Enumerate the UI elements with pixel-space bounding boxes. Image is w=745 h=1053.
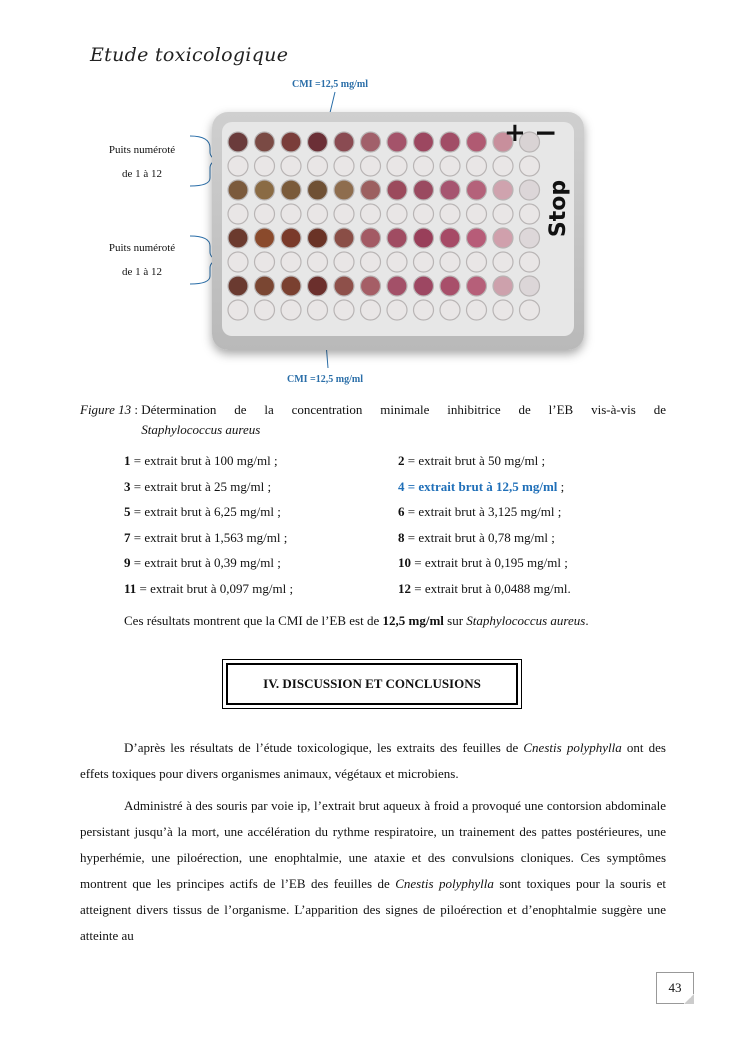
plate-well — [255, 180, 275, 200]
plate-well — [440, 252, 460, 272]
plate-well — [387, 132, 407, 152]
result-sentence — [124, 608, 684, 634]
plate-well — [493, 156, 513, 176]
plate-well — [281, 300, 301, 320]
plate-well — [520, 276, 540, 296]
caption-text: Détermination de la concentration minimale inhibitrice de l’EB vis-à-vis de — [141, 402, 666, 417]
plate-well — [387, 156, 407, 176]
plate-well — [308, 156, 328, 176]
plate-well — [440, 132, 460, 152]
plate-well — [361, 204, 381, 224]
result-species: Staphylococcus aureus — [466, 613, 586, 628]
plate-well — [228, 204, 248, 224]
plate-well — [334, 276, 354, 296]
plate-well — [334, 300, 354, 320]
legend-item: 9 = extrait brut à 0,39 mg/ml ; — [124, 555, 281, 570]
plate-well — [228, 252, 248, 272]
plate-well — [467, 252, 487, 272]
plate-well — [281, 156, 301, 176]
cmi-label-top: CMI =12,5 mg/ml — [292, 79, 368, 90]
plate-well — [361, 276, 381, 296]
page-number — [656, 972, 694, 1004]
plate-well — [361, 180, 381, 200]
plate-well — [281, 204, 301, 224]
plate-well — [440, 276, 460, 296]
legend-item: 12 = extrait brut à 0,0488 mg/ml. — [398, 580, 571, 596]
plate-well — [520, 180, 540, 200]
legend-item: 1 = extrait brut à 100 mg/ml ; — [124, 453, 278, 468]
plate-well — [361, 300, 381, 320]
well-label-1-line1: Puits numéroté — [108, 144, 176, 156]
plate-well — [440, 228, 460, 248]
result-mid: sur — [443, 613, 467, 628]
plate-well — [361, 132, 381, 152]
paragraph-2 — [80, 793, 666, 949]
plate-well — [493, 228, 513, 248]
legend-column-right — [398, 448, 678, 601]
plate-well — [281, 180, 301, 200]
plate-well — [467, 180, 487, 200]
plate-well — [467, 204, 487, 224]
plate-well — [334, 180, 354, 200]
result-value: 12,5 mg/ml — [382, 613, 444, 628]
plate-well — [334, 132, 354, 152]
plate-well — [493, 252, 513, 272]
plate-well — [255, 300, 275, 320]
caption-lead: Figure 13 — [80, 402, 132, 417]
para1-text-b: ont des effets toxiques pour divers organismes animaux, végétaux et microbiens. — [80, 740, 666, 781]
plate-well — [467, 276, 487, 296]
microplate-body — [222, 122, 574, 336]
legend-item: 10 = extrait brut à 0,195 mg/ml ; — [398, 555, 568, 570]
plate-well — [308, 180, 328, 200]
plate-well — [228, 180, 248, 200]
plate-well — [387, 228, 407, 248]
plate-well — [255, 252, 275, 272]
plate-well — [414, 156, 434, 176]
plate-well — [308, 228, 328, 248]
plate-well — [414, 228, 434, 248]
minus-mark: − — [534, 116, 558, 149]
caption-species: Staphylococcus aureus — [141, 422, 261, 437]
plate-well — [255, 156, 275, 176]
para2-text-a: Administré à des souris par voie ip, l’extrait brut aqueux à froid a provoqué une contorsion abdominale persistant jusqu’à la mort, une accélération du rythme respiratoire, un trainement des pattes postérieures, une hyperhémie, une piloérection, une enophtalmie, une ataxie et des convulsions cloniques. Ces symptômes montrent que les principes actifs de l’EB des feuilles de — [80, 798, 666, 891]
para2-text-b: sont toxiques pour la souris et atteignent divers tissus de l’organisme. L’apparition des signes de piloérection et d’enophtalmie suggère une atteinte au — [80, 876, 666, 943]
plate-well — [281, 276, 301, 296]
plate-well — [440, 180, 460, 200]
plate-well — [255, 228, 275, 248]
plate-well — [467, 228, 487, 248]
section-heading: IV. DISCUSSION ET CONCLUSIONS — [226, 663, 518, 705]
plate-well — [228, 156, 248, 176]
plate-well — [414, 300, 434, 320]
plate-well — [467, 156, 487, 176]
page-corner-fold — [684, 994, 694, 1004]
plate-well — [520, 156, 540, 176]
legend-item: 5 = extrait brut à 6,25 mg/ml ; — [124, 504, 281, 519]
plate-well — [493, 180, 513, 200]
plate-well — [308, 300, 328, 320]
plate-well — [520, 252, 540, 272]
para1-text-a: D’après les résultats de l’étude toxicologique, les extraits des feuilles de — [124, 740, 524, 755]
plate-well — [281, 132, 301, 152]
page-header-title: Etude toxicologique — [90, 44, 289, 66]
plate-well — [228, 300, 248, 320]
microplate-photo — [212, 112, 584, 350]
plate-well — [228, 276, 248, 296]
caption-sep: : — [131, 402, 142, 417]
result-pre: Ces résultats montrent que la CMI de l’EB est de — [124, 613, 383, 628]
plate-well — [387, 180, 407, 200]
plate-well — [281, 252, 301, 272]
legend-item: 8 = extrait brut à 0,78 mg/ml ; — [398, 529, 555, 545]
well-label-2-line2: de 1 à 12 — [121, 266, 162, 278]
legend-item: 7 = extrait brut à 1,563 mg/ml ; — [124, 529, 288, 545]
para1-species: Cnestis polyphylla — [523, 740, 622, 755]
plate-well — [361, 252, 381, 272]
plate-well — [493, 276, 513, 296]
plate-well — [387, 204, 407, 224]
plate-well — [308, 204, 328, 224]
plate-well — [281, 228, 301, 248]
legend-item: 3 = extrait brut à 25 mg/ml ; — [124, 478, 272, 494]
well-label-1-line2: de 1 à 12 — [121, 168, 162, 180]
plate-well — [361, 156, 381, 176]
plate-well — [255, 276, 275, 296]
legend-item: 6 = extrait brut à 3,125 mg/ml ; — [398, 504, 562, 519]
plate-well — [228, 132, 248, 152]
plate-well — [334, 228, 354, 248]
plate-well — [361, 228, 381, 248]
plate-well — [308, 132, 328, 152]
legend-item: 11 = extrait brut à 0,097 mg/ml ; — [124, 580, 294, 596]
plate-well — [334, 204, 354, 224]
section-heading-box — [222, 659, 522, 709]
plate-well — [440, 204, 460, 224]
legend-item: 4 = extrait brut à 12,5 mg/ml ; — [398, 478, 565, 494]
plate-well — [387, 252, 407, 272]
paragraph-1 — [80, 735, 666, 787]
well-label-2-line1: Puits numéroté — [108, 242, 176, 254]
plate-well — [414, 204, 434, 224]
legend-column-left — [124, 448, 384, 601]
figure-caption — [80, 400, 666, 440]
plate-well — [308, 252, 328, 272]
plate-well — [493, 204, 513, 224]
result-end: . — [585, 613, 589, 628]
plate-well — [414, 252, 434, 272]
plate-well — [520, 228, 540, 248]
para2-species: Cnestis polyphylla — [395, 876, 494, 891]
plate-well — [493, 300, 513, 320]
page-number-text: 43 — [668, 980, 682, 995]
plate-well — [334, 252, 354, 272]
plate-well — [414, 276, 434, 296]
plate-well — [467, 300, 487, 320]
cmi-label-bottom: CMI =12,5 mg/ml — [287, 374, 363, 385]
legend-item: 2 = extrait brut à 50 mg/ml ; — [398, 453, 546, 468]
plate-well — [414, 132, 434, 152]
stop-mark: Stop — [546, 179, 572, 238]
plate-well — [255, 204, 275, 224]
plate-well — [228, 228, 248, 248]
microplate-wells — [222, 122, 574, 336]
plate-well — [520, 300, 540, 320]
plate-well — [414, 180, 434, 200]
plate-well — [387, 300, 407, 320]
plate-well — [440, 300, 460, 320]
plus-mark: + — [504, 118, 526, 148]
plate-well — [334, 156, 354, 176]
plate-well — [387, 276, 407, 296]
plate-well — [440, 156, 460, 176]
plate-well — [467, 132, 487, 152]
plate-well — [255, 132, 275, 152]
plate-well — [520, 204, 540, 224]
plate-well — [308, 276, 328, 296]
